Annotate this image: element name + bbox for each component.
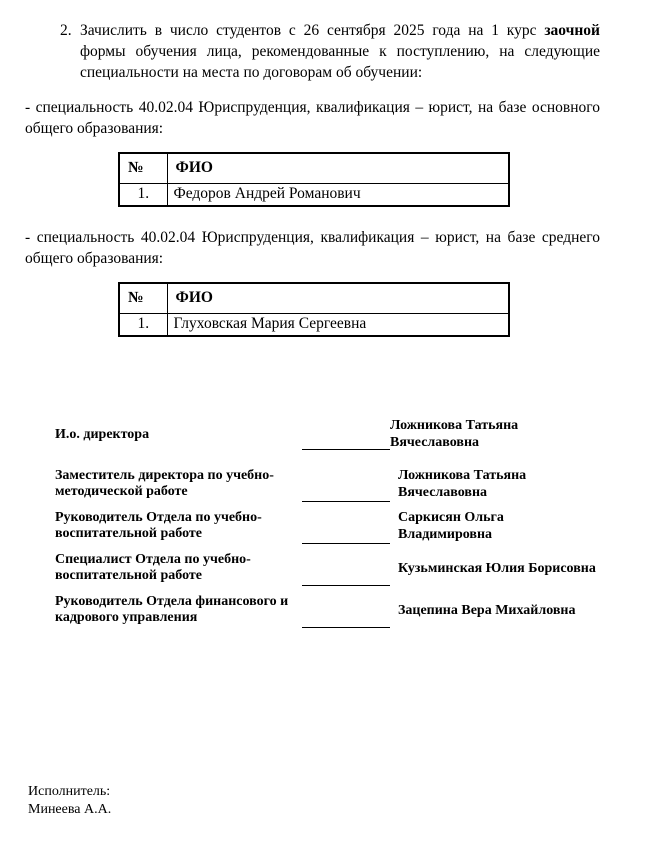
signature-title: И.о. директора bbox=[55, 427, 150, 442]
order-paragraph bbox=[25, 20, 600, 83]
executor-name: Минеева А.А. bbox=[28, 802, 112, 817]
order-paragraph-bold-word: заочной bbox=[544, 22, 600, 39]
specialty-intro-2: - специальность 40.02.04 Юриспруденция, квалификация – юрист, на базе среднего общего образования: bbox=[25, 229, 600, 267]
signature-row bbox=[55, 589, 600, 631]
table-row bbox=[119, 183, 509, 206]
signature-line bbox=[302, 627, 390, 628]
order-paragraph-number: 2. bbox=[60, 22, 72, 39]
students-table-1 bbox=[118, 152, 510, 207]
table-header-number: № bbox=[119, 153, 167, 183]
signature-title: Заместитель директора по учебно-методической работе bbox=[55, 468, 274, 499]
signature-name: Кузьминская Юлия Борисовна bbox=[398, 560, 596, 576]
signature-line bbox=[302, 543, 390, 544]
table-header-number: № bbox=[119, 283, 167, 313]
order-paragraph-text-end: формы обучения лица, рекомендованные к поступлению, на следующие специальности на места по договорам об обучении: bbox=[80, 43, 600, 81]
table-header-row bbox=[119, 283, 509, 313]
signature-title: Руководитель Отдела по учебно-воспитательной работе bbox=[55, 510, 262, 541]
signature-name: Зацепина Вера Михайловна bbox=[398, 602, 576, 618]
students-table-2 bbox=[118, 282, 510, 337]
table-header-fio: ФИО bbox=[167, 283, 509, 313]
student-row-number: 1. bbox=[119, 313, 167, 336]
signature-name: Ложникова Татьяна Вячеславовна bbox=[398, 468, 527, 500]
signature-line bbox=[302, 449, 390, 450]
order-paragraph-text-start: Зачислить в число студентов с 26 сентября 2025 года на 1 курс bbox=[80, 22, 545, 39]
signature-row bbox=[55, 547, 600, 589]
student-row-name: Федоров Андрей Романович bbox=[167, 183, 509, 206]
specialty-intro-1: - специальность 40.02.04 Юриспруденция, квалификация – юрист, на базе основного общего образования: bbox=[25, 99, 600, 137]
signature-row bbox=[55, 463, 600, 505]
signature-row bbox=[55, 417, 600, 453]
signature-line bbox=[302, 501, 390, 502]
signature-block bbox=[55, 417, 600, 631]
student-row-name: Глуховская Мария Сергеевна bbox=[167, 313, 509, 336]
signature-name: Ложникова Татьяна Вячеславовна bbox=[390, 418, 519, 450]
signature-row bbox=[55, 505, 600, 547]
table-row bbox=[119, 313, 509, 336]
signature-line bbox=[302, 585, 390, 586]
signature-title: Специалист Отдела по учебно-воспитательной работе bbox=[55, 552, 251, 583]
table-header-fio: ФИО bbox=[167, 153, 509, 183]
executor-label: Исполнитель: bbox=[28, 784, 111, 799]
executor-block bbox=[28, 783, 111, 819]
student-row-number: 1. bbox=[119, 183, 167, 206]
signature-title: Руководитель Отдела финансового и кадрового управления bbox=[55, 594, 289, 625]
signature-name: Саркисян Ольга Владимировна bbox=[398, 510, 504, 542]
table-header-row bbox=[119, 153, 509, 183]
